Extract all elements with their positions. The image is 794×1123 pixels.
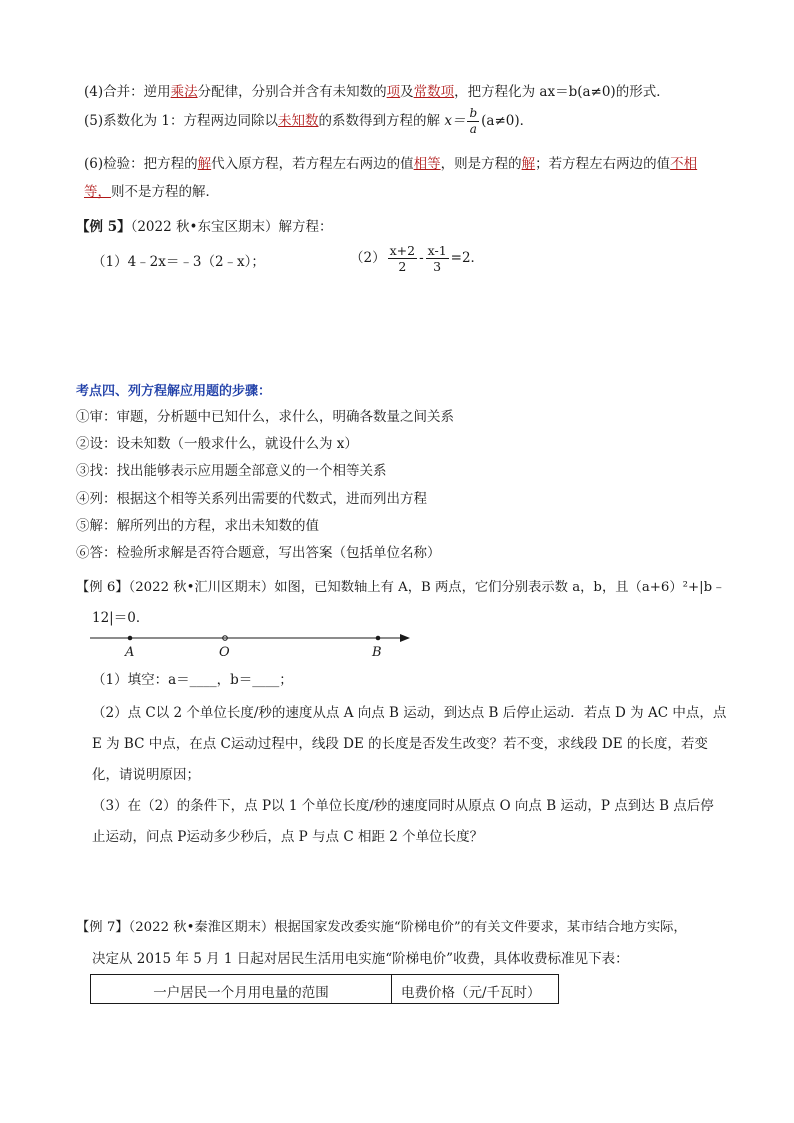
- step-6-prefix: (6)检验：把方程的: [84, 156, 198, 172]
- example-5-q2: [350, 242, 484, 274]
- table-divider: [391, 975, 392, 1003]
- example-5-title: [76, 215, 332, 235]
- example-5-label: 【例 5】: [76, 219, 131, 235]
- label-o: O: [219, 645, 230, 660]
- keyword-solution: 解: [197, 156, 212, 172]
- example-6-q2-line3: 化，请说明原因；: [92, 767, 200, 783]
- step-4-suffix: ，把方程化为 ax＝b(a≠0)的形式．: [454, 84, 670, 100]
- example-5-q1: （1）4﹣2x＝﹣3（2﹣x）；: [92, 254, 265, 270]
- label-b: B: [372, 645, 382, 660]
- step-6-line2: [84, 180, 219, 200]
- step-5-prefix: (5)系数化为 1：方程两边同除以: [84, 113, 279, 129]
- step-4-text: 分配律，分别合并含有未知数的: [197, 84, 387, 100]
- keyword-unknown: 未知数: [278, 113, 319, 129]
- example-5-q2-prefix: （2）: [350, 250, 386, 266]
- step-6-text-3: ；若方程左右两边的值: [535, 156, 671, 172]
- kp4-item: ②设：设未知数（一般求什么，就设什么为 x）: [76, 436, 358, 452]
- step-5: [84, 104, 533, 138]
- fraction-numerator: x+2: [389, 243, 416, 258]
- keyword-term: 项: [386, 84, 401, 100]
- keyword-not-equal-b: 等，: [84, 184, 111, 200]
- example-6-line2: 12|＝0．: [92, 610, 150, 626]
- fraction-denominator: 3: [433, 259, 442, 274]
- keyword-equal: 相等: [413, 156, 441, 172]
- example-7-line2: 决定从 2015 年 5 月 1 日起对居民生活用电实施“阶梯电价”收费，具体收费标准见下表：: [92, 951, 629, 967]
- keyword-constant-term: 常数项: [413, 84, 455, 100]
- fraction-numerator: x-1: [427, 243, 447, 258]
- kp4-item: ④列：根据这个相等关系列出需要的代数式，进而列出方程: [76, 491, 427, 507]
- step-4-text-2: 及: [400, 84, 414, 100]
- kp4-item: ①审：审题，分析题中已知什么，求什么，明确各数量之间关系: [76, 409, 454, 425]
- example-6-q3-line1: （3）在（2）的条件下，点 P以 1 个单位长度/秒的速度同时从原点 O 向点 B 运动，P 点到达 B 点后停: [92, 798, 714, 814]
- fraction-denominator: a: [469, 122, 477, 136]
- example-5-source: （2022 秋•东宝区期末）解方程：: [130, 219, 333, 235]
- x-equals: x＝: [444, 113, 466, 129]
- label-a: A: [125, 645, 135, 660]
- example-6-q2-line1: （2）点 C以 2 个单位长度/秒的速度从点 A 向点 B 运动，到达点 B 后停止运动．若点 D 为 AC 中点，点: [92, 705, 727, 721]
- example-5-q2-suffix: =2．: [450, 250, 485, 266]
- key-point-4-heading: 考点四、列方程解应用题的步骤：: [76, 384, 272, 399]
- step-6-suffix: 则不是方程的解．: [111, 184, 219, 200]
- point-a-dot: [128, 636, 133, 641]
- keyword-not-equal-a: 不相: [670, 156, 698, 172]
- point-b-dot: [376, 636, 381, 641]
- kp4-item: ③找：找出能够表示应用题全部意义的一个相等关系: [76, 463, 387, 479]
- step-6-text: 代入原方程，若方程左右两边的值: [211, 156, 414, 172]
- step-4: [84, 80, 670, 100]
- step-5-suffix: (a≠0)．: [481, 113, 534, 129]
- minus-sign: -: [419, 250, 424, 266]
- keyword-solution-2: 解: [521, 156, 536, 172]
- table-header-usage-range: 一户居民一个月用电量的范围: [153, 985, 329, 1001]
- table-header-price: 电费价格（元/千瓦时）: [401, 985, 541, 1001]
- example-6-line1: 【例 6】（2022 秋•汇川区期末）如图，已知数轴上有 A，B 两点，它们分别表示数 a，b，且（a+6）²+|b﹣: [76, 580, 726, 595]
- keyword-multiplication: 乘法: [170, 84, 198, 100]
- step-6-line1: [84, 152, 697, 172]
- fraction-x-plus-2-over-2: [388, 243, 417, 274]
- fraction-numerator: b: [469, 106, 478, 120]
- example-6-q1: （1）填空：a＝____，b＝____；: [92, 672, 293, 688]
- step-4-prefix: (4)合并：逆用: [84, 84, 171, 100]
- fraction-denominator: 2: [398, 259, 407, 274]
- example-6-q3-line2: 止运动，问点 P运动多少秒后，点 P 与点 C 相距 2 个单位长度？: [92, 829, 484, 845]
- electricity-price-table: [90, 974, 559, 1004]
- axis-arrow-icon: [400, 634, 410, 642]
- number-line: [80, 626, 420, 662]
- example-6-q2-line2: E 为 BC 中点，在点 C运动过程中，线段 DE 的长度是否发生改变？若不变，求线段 DE 的长度，若变: [92, 736, 708, 752]
- step-6-text-2: ，则是方程的: [440, 156, 522, 172]
- step-5-text: 的系数得到方程的解: [318, 113, 441, 129]
- fraction-b-over-a: [467, 106, 479, 137]
- example-7-line1: 【例 7】（2022 秋•秦淮区期末）根据国家发改委实施“阶梯电价”的有关文件要求，某市结合地方实际，: [76, 920, 687, 935]
- fraction-x-minus-1-over-3: [426, 243, 449, 274]
- kp4-item: ⑤解：解所列出的方程，求出未知数的值: [76, 518, 319, 534]
- kp4-item: ⑥答：检验所求解是否符合题意，写出答案（包括单位名称）: [76, 545, 441, 561]
